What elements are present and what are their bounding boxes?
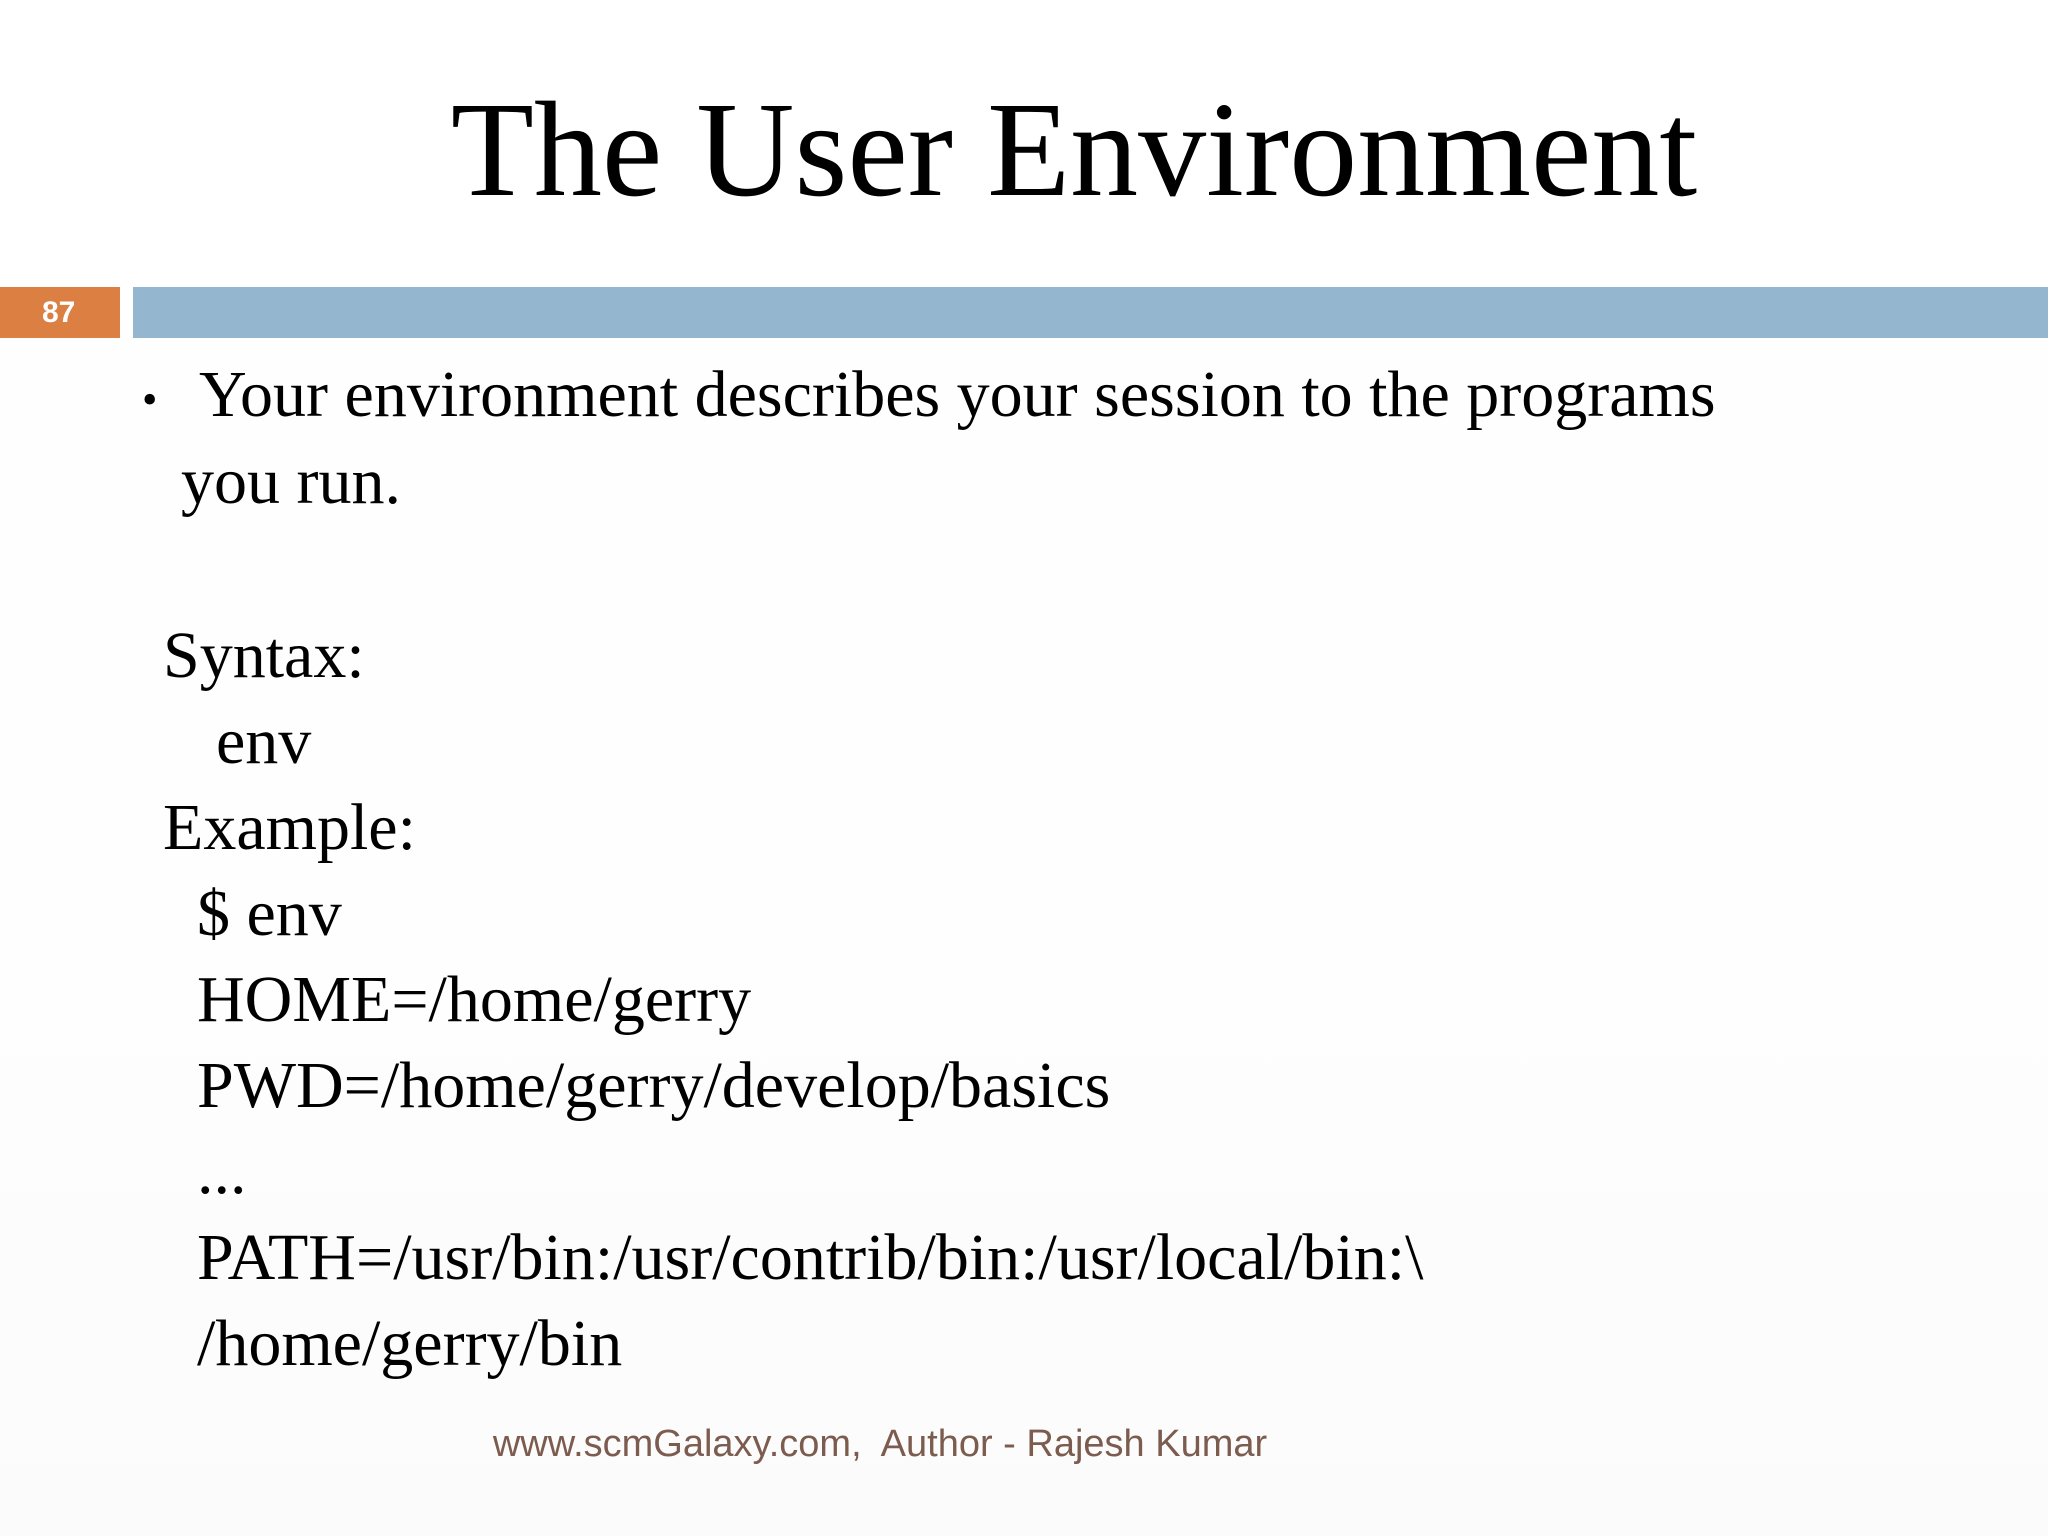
syntax-label: Syntax: xyxy=(163,619,365,692)
example-line: PWD=/home/gerry/develop/basics xyxy=(197,1049,1111,1122)
example-line: HOME=/home/gerry xyxy=(197,963,752,1036)
syntax-command: env xyxy=(216,705,312,778)
bullet-text-line-2: you run. xyxy=(181,445,401,518)
footer-credit: www.scmGalaxy.com, Author - Rajesh Kumar xyxy=(492,1423,1268,1465)
example-label: Example: xyxy=(163,791,416,864)
example-line: /home/gerry/bin xyxy=(197,1307,623,1380)
bullet-icon: • xyxy=(142,375,158,424)
example-line: $ env xyxy=(197,877,342,950)
example-line: ... xyxy=(197,1135,247,1208)
example-line: PATH=/usr/bin:/usr/contrib/bin:/usr/local/bin:\ xyxy=(197,1221,1424,1294)
slide-title: The User Environment xyxy=(450,75,1698,225)
slide-number: 87 xyxy=(0,287,120,338)
bullet-text-line-1: Your environment describes your session to the programs xyxy=(199,358,1716,431)
